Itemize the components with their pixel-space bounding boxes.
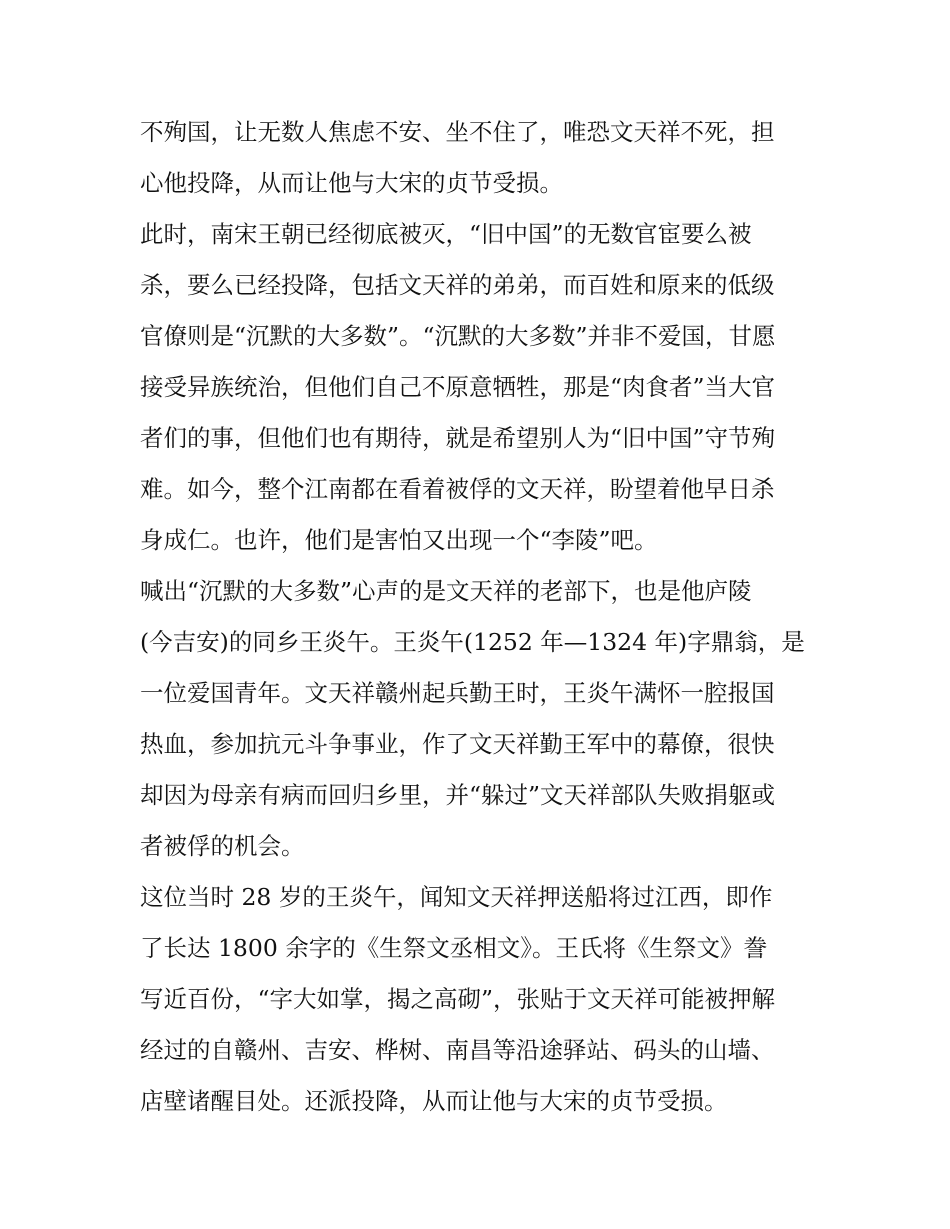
text-line: 喊出“沉默的大多数”心声的是文天祥的老部下，也是他庐陵 [140,577,752,605]
body-text [140,107,820,1127]
text-line: 心他投降，从而让他与大宋的贞节受损。 [140,169,563,197]
text-line: 经过的自赣州、吉安、桦树、南昌等沿途驿站、码头的山墙、 [140,1036,775,1064]
text-line: 一位爱国青年。文天祥赣州起兵勤王时，王炎午满怀一腔报国 [140,679,775,707]
text-line: 身成仁。也许，他们是害怕又出现一个“李陵”吧。 [140,526,658,554]
text-line: 官僚则是“沉默的大多数”。“沉默的大多数”并非不爱国，甘愿 [140,322,776,350]
text-line: 店壁诸醒目处。还派投降，从而让他与大宋的贞节受损。 [140,1087,728,1115]
text-line: 不殉国，让无数人焦虑不安、坐不住了，唯恐文天祥不死，担 [140,118,775,146]
text-line: 者被俘的机会。 [140,832,305,860]
text-line: 接受异族统治，但他们自己不原意牺牲，那是“肉食者”当大官 [140,373,776,401]
text-line: 热血，参加抗元斗争事业，作了文天祥勤王军中的幕僚，很快 [140,730,775,758]
text-line: 了长达 1800 余字的《生祭文丞相文》。王氏将《生祭文》誊 [140,934,767,962]
text-line: 杀，要么已经投降，包括文天祥的弟弟，而百姓和原来的低级 [140,271,775,299]
text-line: 难。如今，整个江南都在看着被俘的文天祥，盼望着他早日杀 [140,475,775,503]
text-line: 却因为母亲有病而回归乡里，并“躲过”文天祥部队失败捐躯或 [140,781,776,809]
text-line: 这位当时 28 岁的王炎午，闻知文天祥押送船将过江西，即作 [140,883,773,911]
text-line: 者们的事，但他们也有期待，就是希望别人为“旧中国”守节殉 [140,424,776,452]
text-line: (今吉安)的同乡王炎午。王炎午(1252 年—1324 年)字鼎翁，是 [140,628,805,656]
text-line: 写近百份，“字大如掌，揭之高砌”，张贴于文天祥可能被押解 [140,985,776,1013]
text-line: 此时，南宋王朝已经彻底被灭，“旧中国”的无数官宦要么被 [140,220,752,248]
